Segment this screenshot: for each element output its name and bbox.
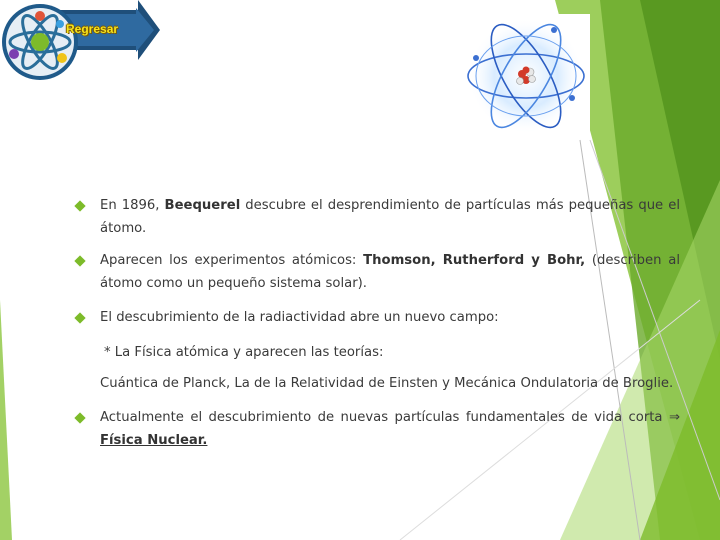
text-segment: En 1896,	[100, 198, 165, 213]
implies-arrow-icon: ⇒	[668, 410, 680, 425]
sub-line: * La Física atómica y aparecen las teorías:	[104, 345, 384, 360]
list-item-text	[100, 406, 680, 452]
underlined-term: Física Nuclear.	[100, 433, 208, 448]
diamond-bullet-icon	[74, 312, 85, 323]
text-segment: Actualmente el descubrimiento de nuevas partículas fundamentales de vida corta	[100, 410, 669, 425]
list-item-text	[100, 249, 680, 295]
bold-names: Thomson, Rutherford y Bohr,	[363, 253, 586, 268]
diamond-bullet-icon	[74, 255, 85, 266]
bold-name: Beequerel	[164, 198, 241, 213]
list-item-text: El descubrimiento de la radiactividad abre un nuevo campo:	[100, 310, 499, 325]
diamond-bullet-icon	[74, 200, 85, 211]
sub-line: Cuántica de Planck, La de la Relatividad de Einsten y Mecánica Ondulatoria de Broglie.	[100, 376, 674, 391]
text-segment: descubre el desprendimiento de partículas más pequeñas que el átomo.	[100, 198, 680, 236]
diamond-bullet-icon	[74, 412, 85, 423]
back-button-label: Regresar	[66, 22, 119, 36]
text-segment: Aparecen los experimentos atómicos:	[100, 253, 364, 268]
list-item-text	[100, 194, 680, 240]
text-segment: (describen al átomo como un pequeño sistema solar).	[100, 253, 680, 291]
